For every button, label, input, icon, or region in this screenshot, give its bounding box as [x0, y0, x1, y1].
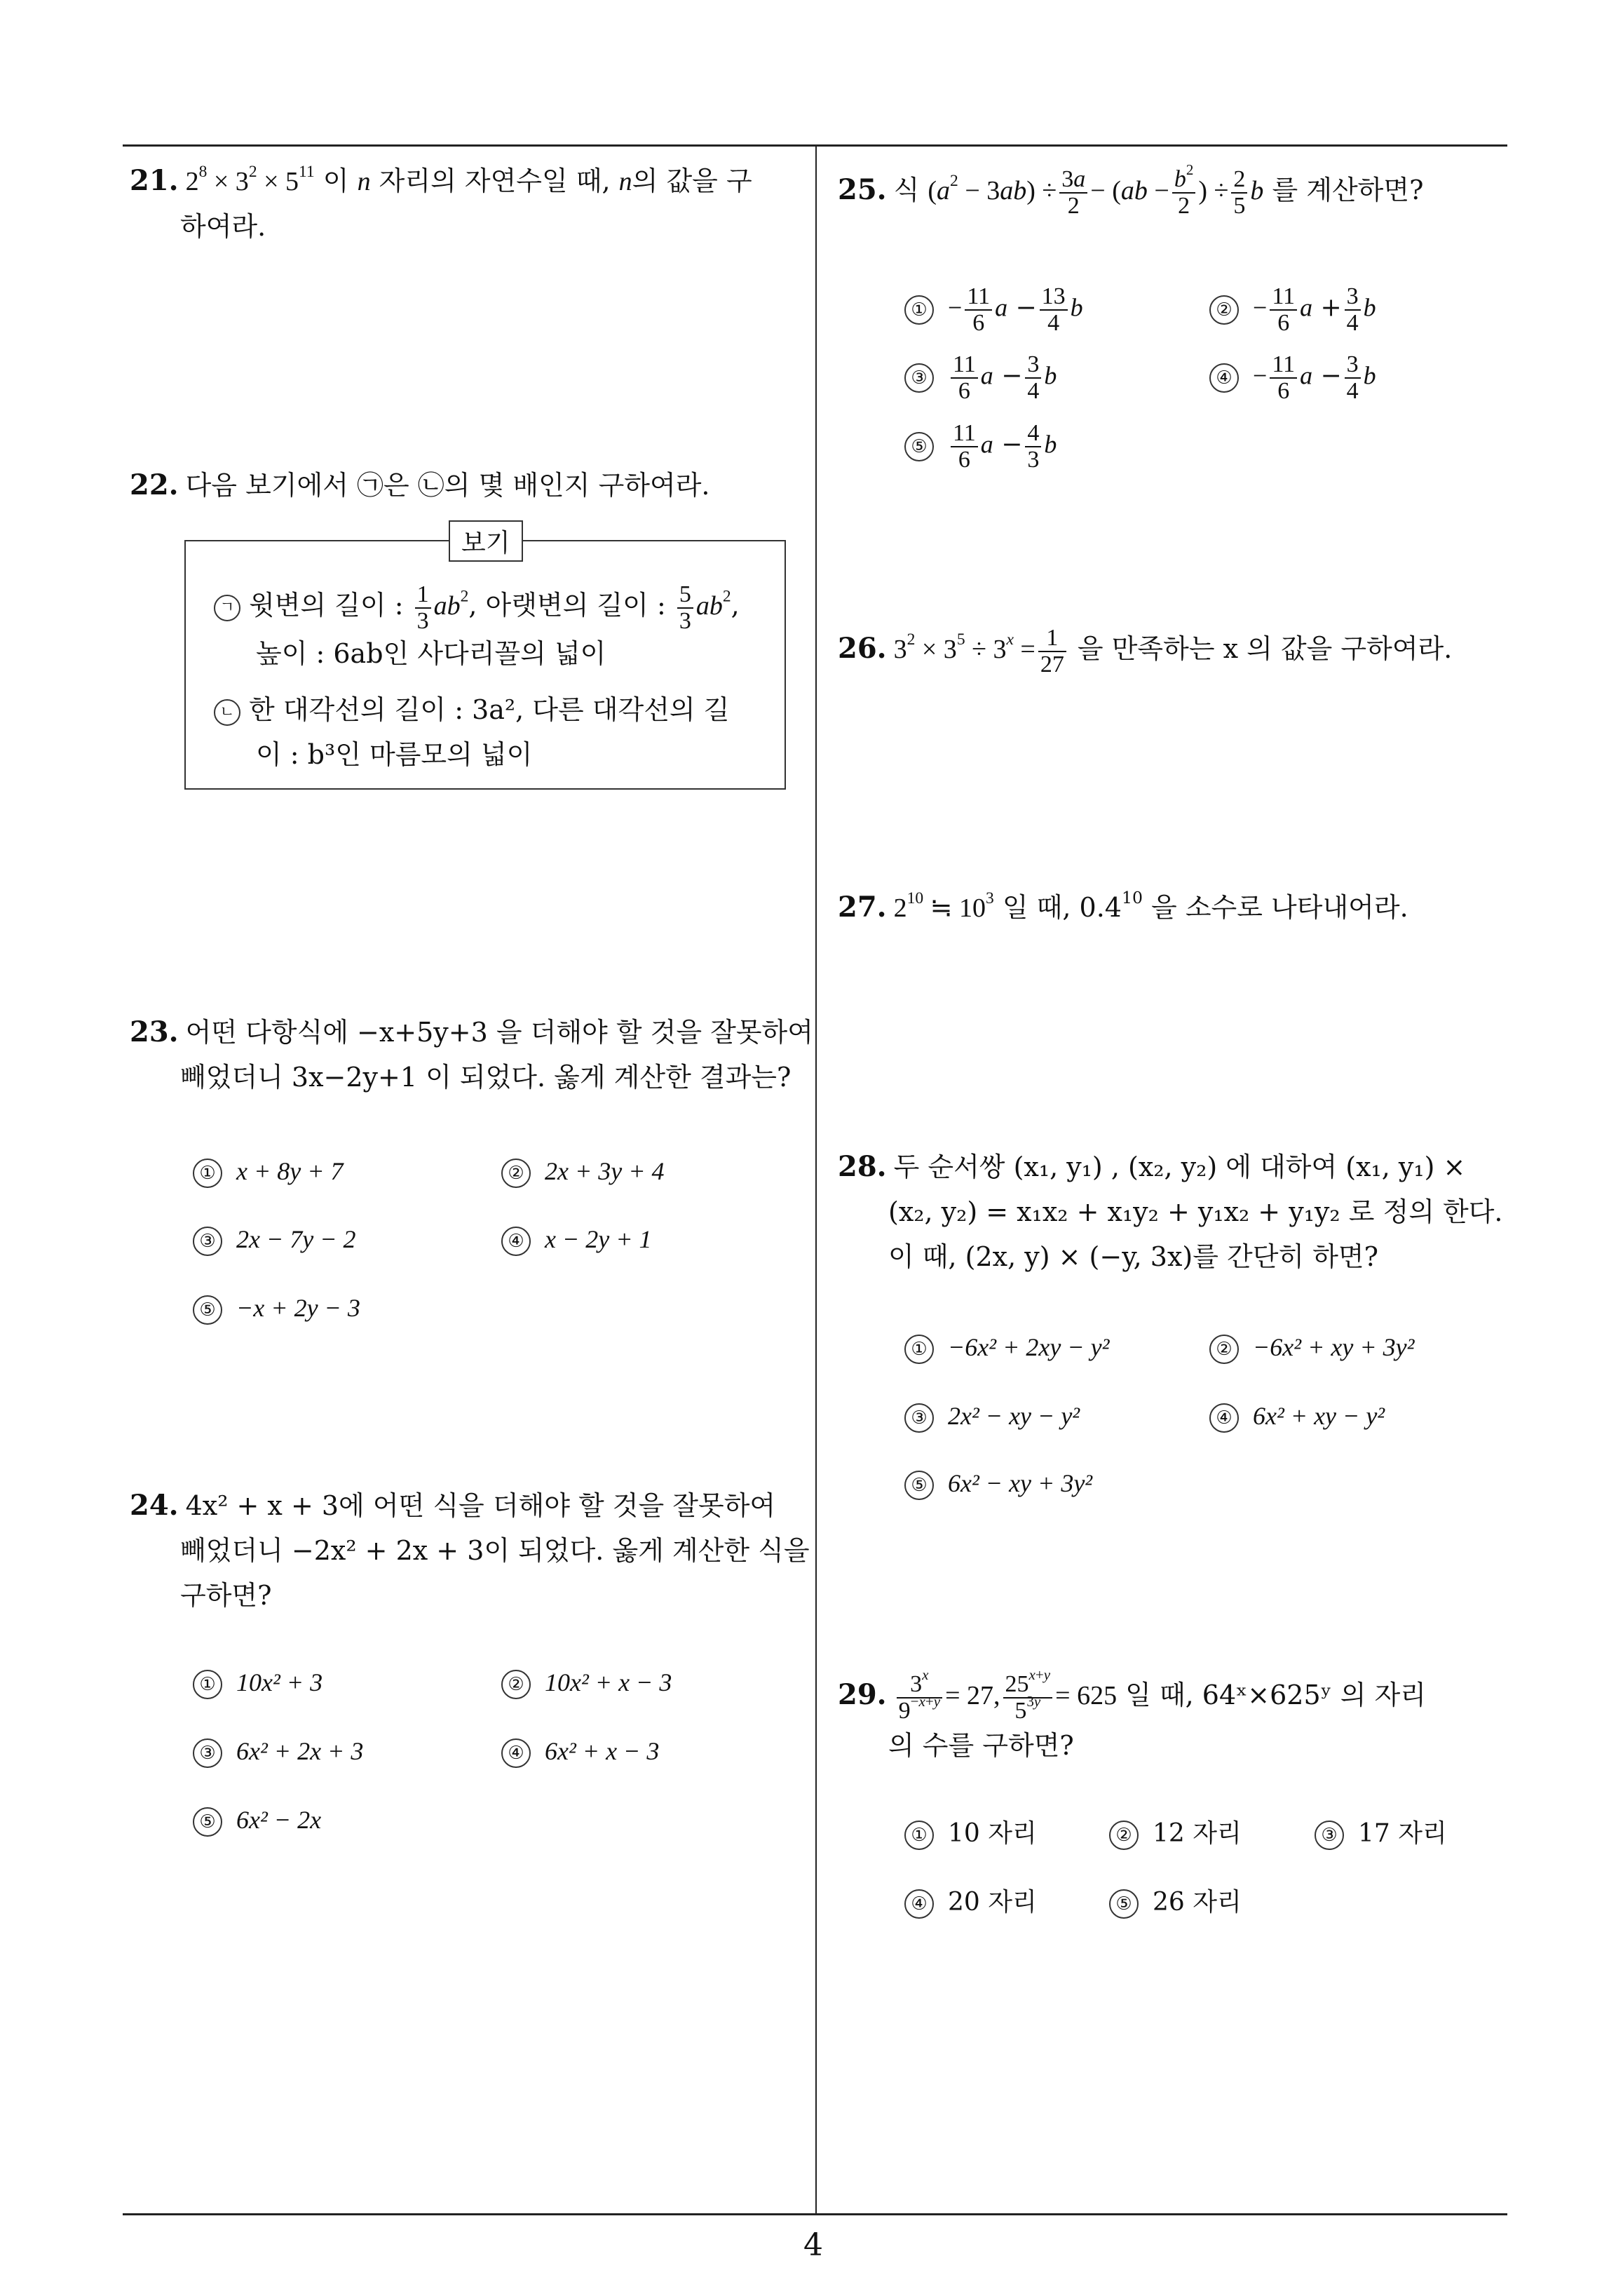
question-29: 29. $\frac{3^x}{9^{-x+y}}$ = 27, $\frac{25^{x+y}}{5^{3y}}$ = 625 일 때, 64ˣ×625ʸ 의 자리 의 수를 구하면? — [838, 1666, 1427, 1762]
example-item-a: ㄱ 윗변의 길이 : $\frac{1}{3}$ $ab^2$, 아랫변의 길이 : $\frac{5}{3}$ $ab^2$, 높이 : 6ab인 사다리꼴의 넓이 — [214, 582, 775, 674]
question-21: 21. $2^8 \times 3^2 \times 5^{11}$ 이 n 자리의 자연수일 때, n의 값을 구 하여라. — [130, 158, 803, 249]
q23-option-1[interactable]: ① x + 8y + 7 — [193, 1154, 344, 1189]
example-item-b: ㄴ 한 대각선의 길이 : 3a², 다른 대각선의 길 이 : b³인 마름모의 넓이 — [214, 687, 775, 777]
circled-number-icon: ① — [193, 1159, 222, 1188]
example-box-title: 보기 — [449, 520, 523, 562]
q24-option-5[interactable]: ⑤ 6x² − 2x — [193, 1802, 321, 1838]
circled-number-icon: ④ — [501, 1738, 531, 1768]
circled-number-icon: ③ — [193, 1738, 222, 1768]
question-text: 다음 보기에서 ㉠은 ㉡의 몇 배인지 구하여라. — [185, 470, 710, 501]
q25-option-4[interactable]: ④ − $\frac{11}{6}$ a − $\frac{3}{4}$ b — [1209, 352, 1376, 403]
circled-number-icon: ③ — [904, 1403, 934, 1433]
q28-option-5[interactable]: ⑤ 6x² − xy + 3y² — [904, 1466, 1092, 1501]
circled-number-icon: ③ — [904, 363, 934, 393]
q29-option-1[interactable]: ① 10 자리 — [904, 1816, 1037, 1851]
q29-option-2[interactable]: ② 12 자리 — [1109, 1816, 1242, 1851]
circled-number-icon: ① — [193, 1670, 222, 1699]
question-22 — [130, 463, 803, 508]
circled-letter-icon: ㄱ — [214, 595, 240, 621]
question-number: 22. — [130, 468, 179, 501]
question-27: 27. $2^{10}$ ≒ $10^3$ 일 때, $0.4^{10}$ 을 소수로 나타내어라. — [838, 888, 1408, 924]
q23-option-2[interactable]: ② 2x + 3y + 4 — [501, 1154, 665, 1189]
column-divider — [815, 144, 817, 2213]
circled-number-icon: ④ — [1209, 1403, 1239, 1433]
question-number: 24. — [130, 1489, 179, 1522]
q28-option-4[interactable]: ④ 6x² + xy − y² — [1209, 1398, 1385, 1434]
circled-number-icon: ③ — [1315, 1821, 1344, 1850]
circled-number-icon: ⑤ — [904, 1471, 934, 1500]
circled-number-icon: ④ — [904, 1889, 934, 1919]
question-number: 27. — [838, 891, 887, 924]
circled-number-icon: ⑤ — [1109, 1889, 1139, 1919]
question-number: 26. — [838, 632, 887, 666]
q29-option-5[interactable]: ⑤ 26 자리 — [1109, 1885, 1242, 1920]
circled-number-icon: ② — [501, 1670, 531, 1699]
circled-number-icon: ② — [501, 1159, 531, 1188]
question-number: 28. — [838, 1150, 887, 1183]
q23-option-3[interactable]: ③ 2x − 7y − 2 — [193, 1222, 356, 1257]
q28-option-2[interactable]: ② −6x² + xy + 3y² — [1209, 1330, 1414, 1365]
question-23: 23. 어떤 다항식에 −x+5y+3 을 더해야 할 것을 잘못하여 빼었더니 3x−2y+1 이 되었다. 옳게 계산한 결과는? — [130, 1015, 813, 1093]
q25-option-2[interactable]: ② − $\frac{11}{6}$ a + $\frac{3}{4}$ b — [1209, 284, 1376, 335]
circled-number-icon: ① — [904, 1335, 934, 1364]
circled-number-icon: ⑤ — [193, 1807, 222, 1837]
question-24: 24. 4x² + x + 3에 어떤 식을 더해야 할 것을 잘못하여 빼었더니 −2x² + 2x + 3이 되었다. 옳게 계산한 식을 구하면? — [130, 1489, 810, 1611]
question-text: 하여라. — [180, 211, 266, 242]
circled-number-icon: ① — [904, 295, 934, 325]
q29-option-3[interactable]: ③ 17 자리 — [1315, 1816, 1447, 1851]
q25-option-5[interactable]: ⑤ $\frac{11}{6}$ a − $\frac{4}{3}$ b — [904, 421, 1057, 472]
circled-number-icon: ⑤ — [904, 432, 934, 461]
circled-number-icon: ② — [1209, 1335, 1239, 1364]
q24-option-2[interactable]: ② 10x² + x − 3 — [501, 1665, 672, 1701]
circled-number-icon: ① — [904, 1821, 934, 1850]
q28-option-3[interactable]: ③ 2x² − xy − y² — [904, 1398, 1080, 1434]
question-number: 29. — [838, 1678, 887, 1712]
circled-number-icon: ③ — [193, 1227, 222, 1256]
circled-number-icon: ② — [1109, 1821, 1139, 1850]
circled-number-icon: ⑤ — [193, 1295, 222, 1325]
question-25: 25. 식 $(a^2 - 3ab)$ ÷ $\frac{3a}{2}$ − (ab − $\frac{b^2}{2}$ ) ÷ $\frac{2}{5}$ b 를 계산하면? — [838, 161, 1424, 219]
question-28: 28. 두 순서쌍 (x₁, y₁) , (x₂, y₂) 에 대하여 (x₁, y₁) × (x₂, y₂) = x₁x₂ + x₁y₂ + y₁x₂ + y₁y₂ 로 정의 한다. 이 때, (2x, y) × (−y, 3x)를 간단히 하면? — [838, 1150, 1503, 1272]
q29-option-4[interactable]: ④ 20 자리 — [904, 1885, 1037, 1920]
q28-option-1[interactable]: ① −6x² + 2xy − y² — [904, 1330, 1109, 1365]
question-number: 25. — [838, 173, 887, 207]
circled-number-icon: ④ — [1209, 363, 1239, 393]
circled-letter-icon: ㄴ — [214, 699, 240, 726]
q24-option-3[interactable]: ③ 6x² + 2x + 3 — [193, 1734, 363, 1769]
q23-option-5[interactable]: ⑤ −x + 2y − 3 — [193, 1290, 360, 1326]
question-number: 21. — [130, 164, 179, 197]
q24-option-4[interactable]: ④ 6x² + x − 3 — [501, 1734, 659, 1769]
page-number: 4 — [803, 2227, 823, 2263]
question-number: 23. — [130, 1015, 179, 1048]
circled-number-icon: ② — [1209, 295, 1239, 325]
question-26: 26. $3^2 \times 3^5 \div 3^x$ = $\frac{1}{27}$ 을 만족하는 x 의 값을 구하여라. — [838, 625, 1453, 677]
circled-number-icon: ④ — [501, 1227, 531, 1256]
q24-option-1[interactable]: ① 10x² + 3 — [193, 1665, 322, 1701]
q25-option-1[interactable]: ① − $\frac{11}{6}$ a − $\frac{13}{4}$ b — [904, 284, 1083, 335]
q25-option-3[interactable]: ③ $\frac{11}{6}$ a − $\frac{3}{4}$ b — [904, 352, 1057, 403]
q23-option-4[interactable]: ④ x − 2y + 1 — [501, 1222, 652, 1257]
bottom-rule — [123, 2213, 1507, 2215]
